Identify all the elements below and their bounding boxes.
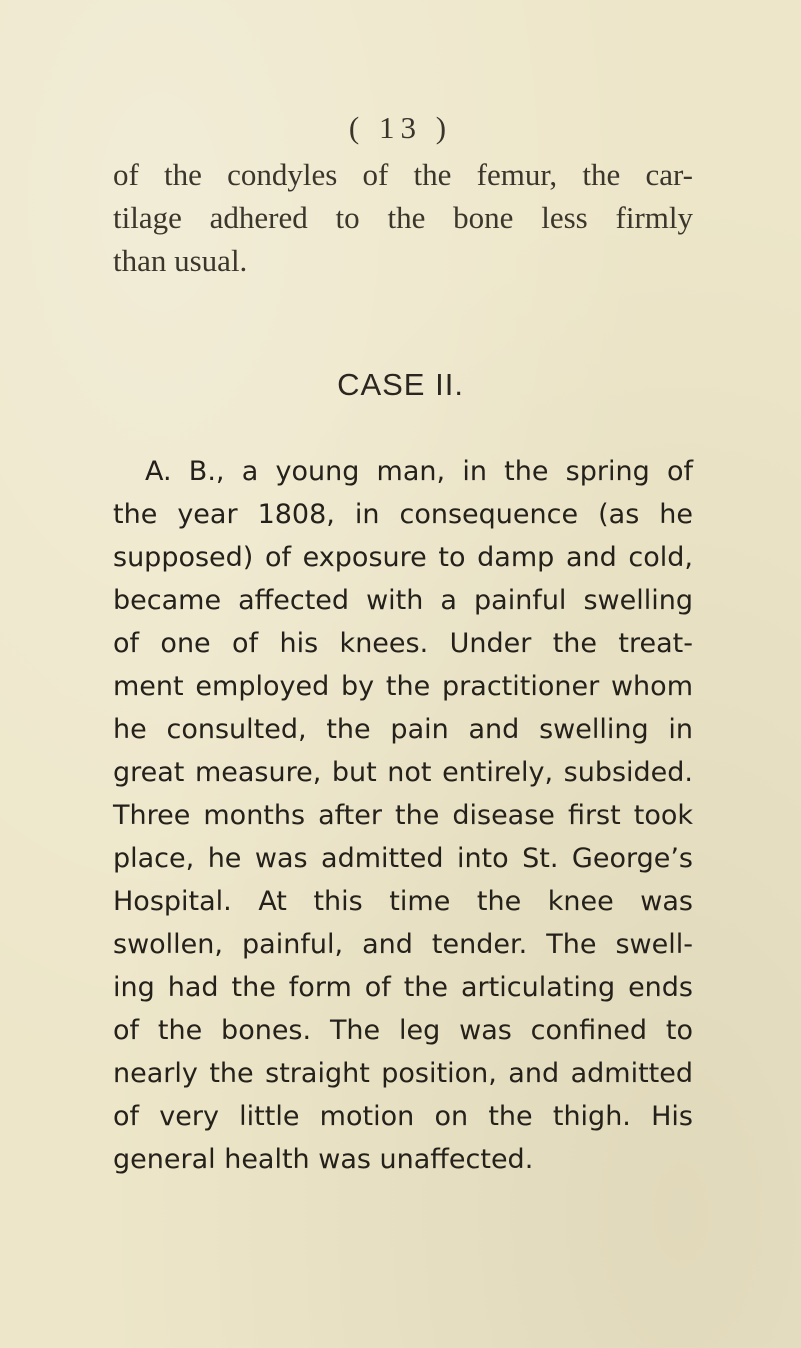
text-line: ment employed by the practitioner whom <box>113 671 693 702</box>
case-paragraph <box>113 450 693 1181</box>
text-line: tilage adhered to the bone less firmly <box>113 200 693 235</box>
text-line: place, he was admitted into St. George’s <box>113 843 693 874</box>
text-line: of the condyles of the femur, the car- <box>113 157 693 192</box>
text-line: became affected with a painful swelling <box>113 585 693 616</box>
text-line: ing had the form of the articulating ends <box>113 972 693 1003</box>
text-line: swollen, painful, and tender. The swell- <box>113 929 693 960</box>
text-line: of very little motion on the thigh. His <box>113 1101 693 1132</box>
text-line: nearly the straight position, and admitted <box>113 1058 693 1089</box>
text-line: of one of his knees. Under the treat- <box>113 628 693 659</box>
text-line: than usual. <box>113 243 248 278</box>
text-line: he consulted, the pain and swelling in <box>113 714 693 745</box>
text-line: the year 1808, in consequence (as he <box>113 499 693 530</box>
text-line: general health was unaffected. <box>113 1144 534 1175</box>
text-line: supposed) of exposure to damp and cold, <box>113 542 693 573</box>
text-line: of the bones. The leg was confined to <box>113 1015 693 1046</box>
text-line: great measure, but not entirely, subsided. <box>113 757 693 788</box>
section-heading: CASE II. <box>337 367 464 402</box>
page-number: ( 13 ) <box>348 110 453 145</box>
text-line: A. B., a young man, in the spring of <box>145 456 693 487</box>
text-line: Three months after the disease first took <box>113 800 693 831</box>
text-line: Hospital. At this time the knee was <box>113 886 693 917</box>
intro-paragraph <box>113 153 693 282</box>
